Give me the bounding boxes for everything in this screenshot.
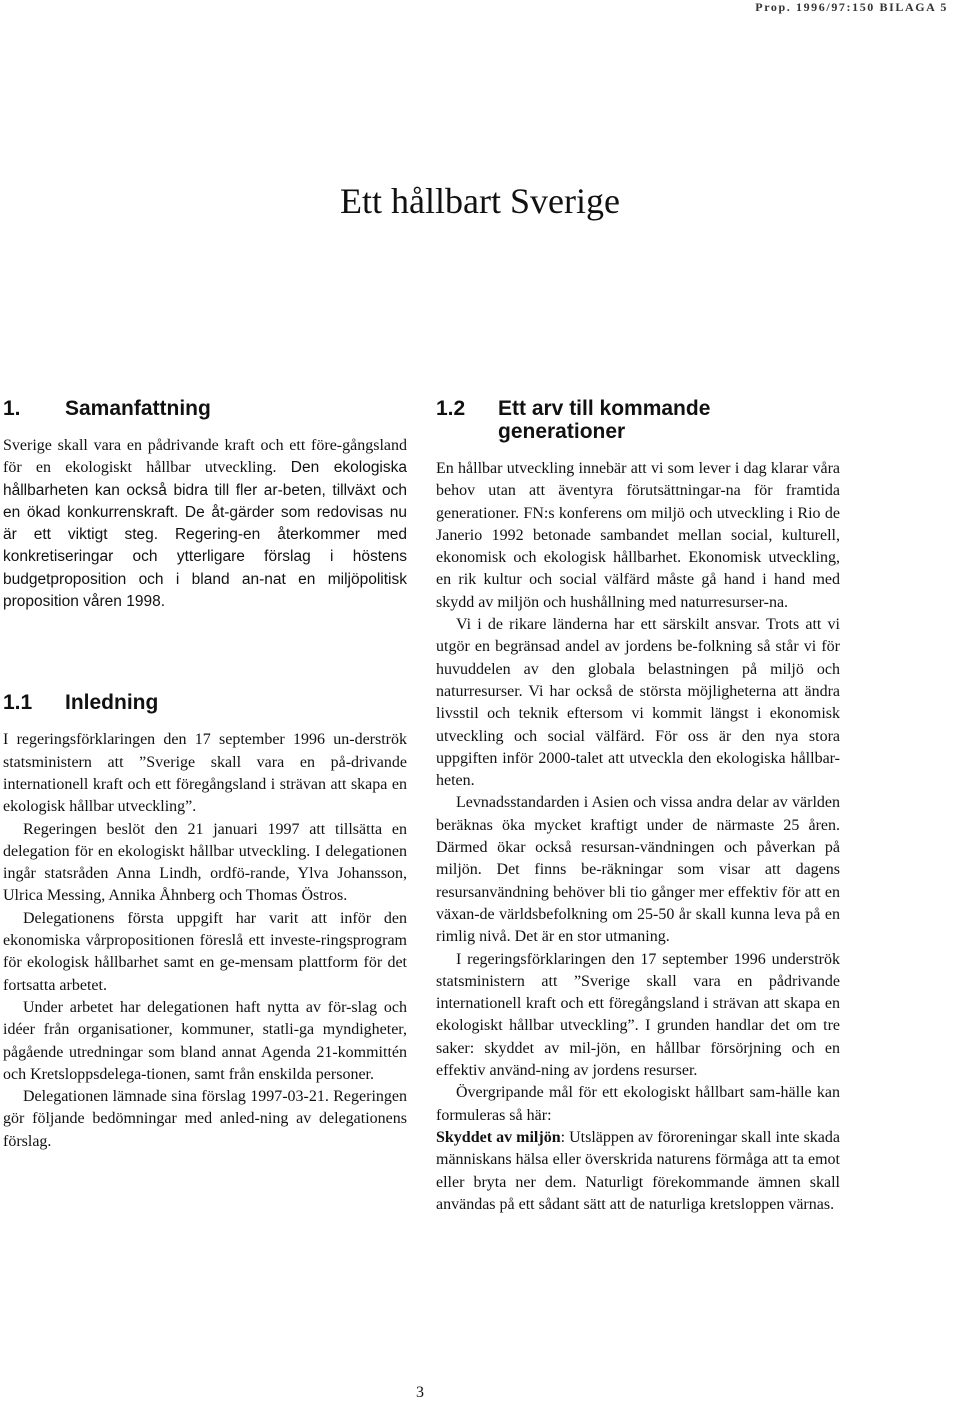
section-number: 1. — [3, 397, 21, 420]
paragraph: Delegationen lämnade sina förslag 1997-03-21. Regeringen gör följande bedömningar med anled-ning av delegationens förslag. — [3, 1088, 407, 1150]
summary-paragraph — [3, 435, 407, 613]
paragraph-text: : Utsläppen av föroreningar skall inte skada människans hälsa eller överskrida naturens förmåga att ta emot eller bryta ner dem. Naturligt förekommande ämnen skall användas på ett sådant sätt att de naturliga kretsloppen värnas. — [436, 1128, 840, 1213]
paragraph: Regeringen beslöt den 21 januari 1997 att tillsätta en delegation för en ekologiskt hållbar utveckling. I delegationen ingår statsråden Anna Lindh, ordfö-rande, Ylva Johansson, Ulrica Messing, Annika Åhnberg och Thomas Östros. — [3, 820, 407, 905]
paragraph: Delegationens första uppgift har varit att inför den ekonomiska vårpropositionen föreslå ett investe-ringsprogram för ekologisk hållbarhet samt en ge-mensam plattform för det fortsatta arbetet. — [3, 909, 407, 994]
section-title: Samanfattning — [65, 397, 211, 420]
section-heading-1-2 — [436, 397, 840, 443]
right-column — [436, 397, 840, 1216]
paragraph: Under arbetet har delegationen haft nytta av för-slag och idéer från organisationer, kommuner, statli-ga myndigheter, pågående utredningar som bland annat Agenda 21-kommittén och Kretsloppsdelega-tionen, samt från enskilda personer. — [3, 998, 407, 1083]
document-title: Ett hållbart Sverige — [340, 181, 620, 221]
paragraph: Vi i de rikare länderna har ett särskilt ansvar. Trots att vi utgör en begränsad andel av jordens be-folkning så står vi för huvuddelen av den globala belastningen på miljö och naturresurser. Vi har också de största möjligheterna att ändra livsstil och teknik eftersom vi kommit längst i ekonomisk utveckling och social välfärd. För oss är den nya stora uppgiften inför 2000-talet att utveckla den ekologiska hållbar-heten. — [436, 616, 840, 790]
section-title: Ett arv till kommande generationer — [498, 397, 711, 443]
page-number: 3 — [416, 1384, 424, 1401]
section-title: Inledning — [65, 691, 159, 715]
paragraph: I regeringsförklaringen den 17 september 1996 un-derströk statsministern att ”Sverige skall vara en på-drivande internationell kraft och ett föregångsland i strävan att skapa en ekologisk hållbar utveckling”. — [3, 731, 407, 816]
bold-lead: Skyddet av miljön — [436, 1128, 561, 1146]
paragraph — [436, 1127, 840, 1216]
section-number: 1.1 — [3, 691, 33, 715]
left-column — [3, 397, 407, 1153]
section-heading-1-1 — [3, 691, 407, 714]
section-number: 1.2 — [436, 397, 466, 420]
section-heading-1 — [3, 397, 407, 420]
summary-sentence-2: Den ekologiska hållbarheten kan också bidra till fler ar-beten, tillväxt och en ökad konkurrenskraft. De åt-gärder som redovisas nu är ett viktigt steg. Regering-en återkommer med konkretiseringar och ytterligare förslag i höstens budgetproposition och i bland an-nat en miljöpolitisk proposition våren 1998. — [3, 459, 408, 611]
document-reference: Prop. 1996/97:150 BILAGA 5 — [755, 0, 948, 14]
paragraph: Levnadsstandarden i Asien och vissa andra delar av världen beräknas öka mycket kraftigt under de närmaste 25 åren. Därmed ökar också resursan-vändningen och påverkan på miljön. Det finns be-räkningar som visar att dagens resursanvändning behöver bli tio gånger mer effektiv för att en växan-de världsbefolkning om 25-50 år skall kunna leva på en rimlig nivå. Det är en stor utmaning. — [436, 794, 840, 946]
paragraph: Övergripande mål för ett ekologiskt hållbart sam-hälle kan formuleras så här: — [436, 1084, 840, 1124]
summary-sentence-1: Sverige skall vara en pådrivande kraft och ett före-gångsland för en ekologiskt hållbar utveckling. — [3, 437, 407, 477]
paragraph: En hållbar utveckling innebär att vi som lever i dag klarar våra behov utan att äventyra förutsättningar-na för framtida generationer. FN:s konferens om miljö och utveckling i Rio de Janerio 1992 betonade sambandet mellan social, kulturell, ekonomisk och ekologisk hållbarhet. Ekonomisk utveckling, en rik kultur och social välfärd måste gå hand i hand med skydd av miljön och hushållning med naturresurser-na. — [436, 460, 840, 611]
paragraph: I regeringsförklaringen den 17 september 1996 underströk statsministern att ”Sverige skall vara en pådrivande internationell kraft och ett föregångsland i strävan att skapa en ekologiskt hållbar utveckling”. I grunden handlar det om tre saker: skyddet av mil-jön, en hållbar försörjning och en effektiv använd-ning av jordens resurser. — [436, 950, 840, 1080]
